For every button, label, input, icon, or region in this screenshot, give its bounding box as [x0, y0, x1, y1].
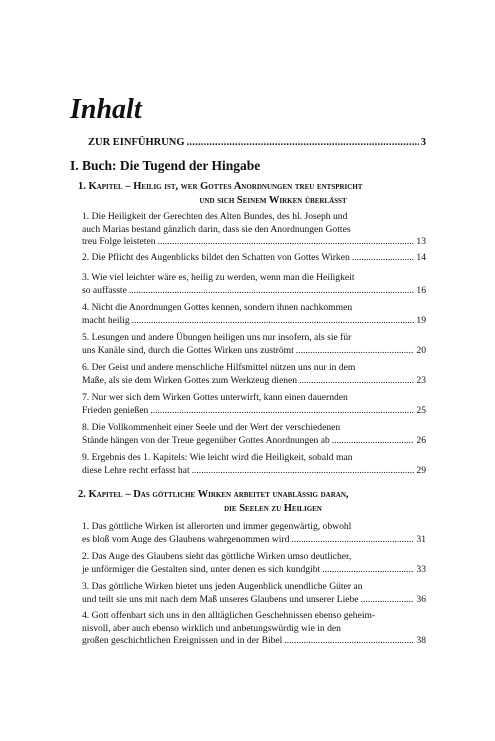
toc-item-label: macht heilig	[82, 314, 130, 326]
toc-item[interactable]	[82, 610, 426, 648]
toc-item-row	[82, 635, 426, 648]
toc-item-page: 26	[416, 434, 426, 446]
toc-item-label: Stände hängen von der Treue gegenüber Gottes Anordnungen ab	[82, 434, 330, 446]
toc-item-label: treu Folge leisteten	[82, 236, 156, 248]
toc-item-row	[82, 252, 426, 265]
toc-item-row	[82, 405, 426, 418]
toc-item-page: 13	[416, 236, 426, 248]
toc-item[interactable]	[82, 362, 426, 387]
toc-item-text-line: 7. Nur wer sich dem Wirken Gottes unterwirft, kann einen dauernden	[82, 392, 348, 403]
dot-leader	[352, 252, 415, 265]
toc-item-page: 14	[416, 252, 426, 263]
toc-entry-introduction[interactable]	[88, 137, 426, 148]
toc-item-text-line: 6. Der Geist und andere menschliche Hilfsmittel nützen uns nur in dem	[82, 362, 356, 373]
toc-item-label: so auffasste	[82, 284, 127, 296]
toc-item-page: 38	[416, 635, 426, 647]
toc-item-row	[82, 285, 426, 298]
toc-item-label: diese Lehre recht erfasst hat	[82, 464, 190, 476]
toc-item[interactable]	[82, 211, 426, 249]
toc-item[interactable]	[82, 392, 426, 417]
toc-item-label: Frieden genießen	[82, 404, 149, 416]
toc-item-row	[82, 435, 426, 448]
toc-item-page: 31	[416, 533, 426, 545]
toc-item-text-line: 9. Ergebnis des 1. Kapitels: Wie leicht wird die Heiligkeit, sobald man	[82, 452, 353, 463]
toc-item-page: 23	[416, 374, 426, 386]
toc-item-page: 29	[416, 464, 426, 476]
chapter-heading-line-2: und sich Seinem Wirken überlässt	[199, 195, 347, 206]
toc-item-row	[82, 345, 426, 358]
toc-item-label: und teilt sie uns mit nach dem Maß unseres Glaubens und unserer Liebe	[82, 593, 359, 605]
toc-item[interactable]	[82, 452, 426, 477]
toc-item-row	[82, 564, 426, 577]
toc-entry-label: ZUR EINFÜHRUNG	[88, 137, 185, 148]
chapter-heading-line-2: die Seelen zu Heiligen	[224, 503, 322, 514]
toc-item-text-line: nisvoll, aber auch ebenso wirklich und anbetungswürdig wie in den	[82, 622, 341, 634]
toc-item-row	[82, 315, 426, 328]
toc-item-label: 2. Die Pflicht des Augenblicks bildet den Schatten von Gottes Wirken	[82, 252, 350, 263]
toc-item-label: großen geschichtlichen Ereignissen und in der Bibel	[82, 635, 283, 647]
toc-item-row	[82, 375, 426, 388]
toc-item-text-line: auch Marias bestand gänzlich darin, dass sie den Anordnungen Gottes	[82, 223, 351, 235]
toc-item-text-line: 8. Die Vollkommenheit einer Seele und der Wert der verschiedenen	[82, 422, 341, 433]
toc-item-text-line: 1. Die Heiligkeit der Gerechten des Alten Bundes, des hl. Joseph und	[82, 211, 348, 222]
toc-item-label: uns Kanäle sind, durch die Gottes Wirken uns zuströmt	[82, 344, 294, 356]
chapter-heading-2[interactable]	[78, 488, 428, 516]
toc-item-row	[82, 594, 426, 607]
book-heading: I. Buch: Die Tugend der Hingabe	[70, 158, 261, 173]
dot-leader	[299, 375, 414, 388]
toc-item-label: Maße, als sie dem Wirken Gottes zum Werkzeug dienen	[82, 374, 298, 386]
toc-item-label: je unförmiger die Gestalten sind, unter denen es sich kundgibt	[82, 563, 321, 575]
toc-entry-page: 3	[420, 137, 426, 148]
dot-leader	[192, 465, 415, 478]
toc-item-page: 36	[416, 593, 426, 605]
toc-item[interactable]	[82, 521, 426, 546]
toc-item-text-line: 5. Lesungen und andere Übungen heiligen uns nur insofern, als sie für	[82, 332, 352, 343]
toc-item-text-line: 1. Das göttliche Wirken ist allerorten und immer gegenwärtig, obwohl	[82, 521, 352, 532]
toc-item-page: 33	[416, 563, 426, 575]
toc-item-text-line: 4. Nicht die Anordnungen Gottes kennen, sondern ihnen nachkommen	[82, 302, 353, 313]
chapter-heading-line-1: 2. Kapitel – Das göttliche Wirken arbeitet unablässig daran,	[78, 489, 349, 500]
toc-item-text-line: 4. Gott offenbart sich uns in den alltäglichen Geschehnissen ebenso geheim-	[82, 610, 376, 621]
toc-item-page: 20	[416, 344, 426, 356]
toc-item[interactable]	[82, 302, 426, 327]
dot-leader	[129, 285, 415, 298]
dot-leader	[158, 236, 415, 249]
page-title: Inhalt	[70, 94, 142, 125]
toc-item-page: 19	[416, 314, 426, 326]
chapter-heading-line-1: 1. Kapitel – Heilig ist, wer Gottes Anordnungen treu entspricht	[78, 181, 363, 192]
dot-leader	[361, 594, 415, 607]
dot-leader	[291, 534, 414, 547]
toc-item[interactable]	[82, 332, 426, 357]
dot-leader	[150, 405, 414, 418]
dot-leader	[187, 137, 419, 148]
dot-leader	[322, 564, 414, 577]
chapter-heading-1[interactable]	[78, 180, 428, 208]
dot-leader	[296, 345, 415, 358]
toc-item[interactable]	[82, 422, 426, 447]
dot-leader	[132, 315, 415, 328]
toc-item-row	[82, 465, 426, 478]
toc-item-page: 16	[416, 284, 426, 296]
toc-item[interactable]	[82, 252, 426, 265]
toc-item[interactable]	[82, 581, 426, 606]
toc-item-row	[82, 236, 426, 249]
toc-item[interactable]	[82, 272, 426, 297]
toc-item[interactable]	[82, 551, 426, 576]
dot-leader	[332, 435, 415, 448]
dot-leader	[284, 635, 414, 648]
toc-item-text-line: 3. Das göttliche Wirken bietet uns jeden Augenblick unendliche Güter an	[82, 581, 363, 592]
toc-item-text-line: 3. Wie viel leichter wäre es, heilig zu werden, wenn man die Heiligkeit	[82, 272, 355, 283]
toc-item-page: 25	[416, 404, 426, 416]
toc-item-label: es bloß vom Auge des Glaubens wahrgenommen wird	[82, 533, 290, 545]
toc-item-text-line: 2. Das Auge des Glaubens sieht das göttliche Wirken umso deutlicher,	[82, 551, 352, 562]
toc-item-row	[82, 534, 426, 547]
